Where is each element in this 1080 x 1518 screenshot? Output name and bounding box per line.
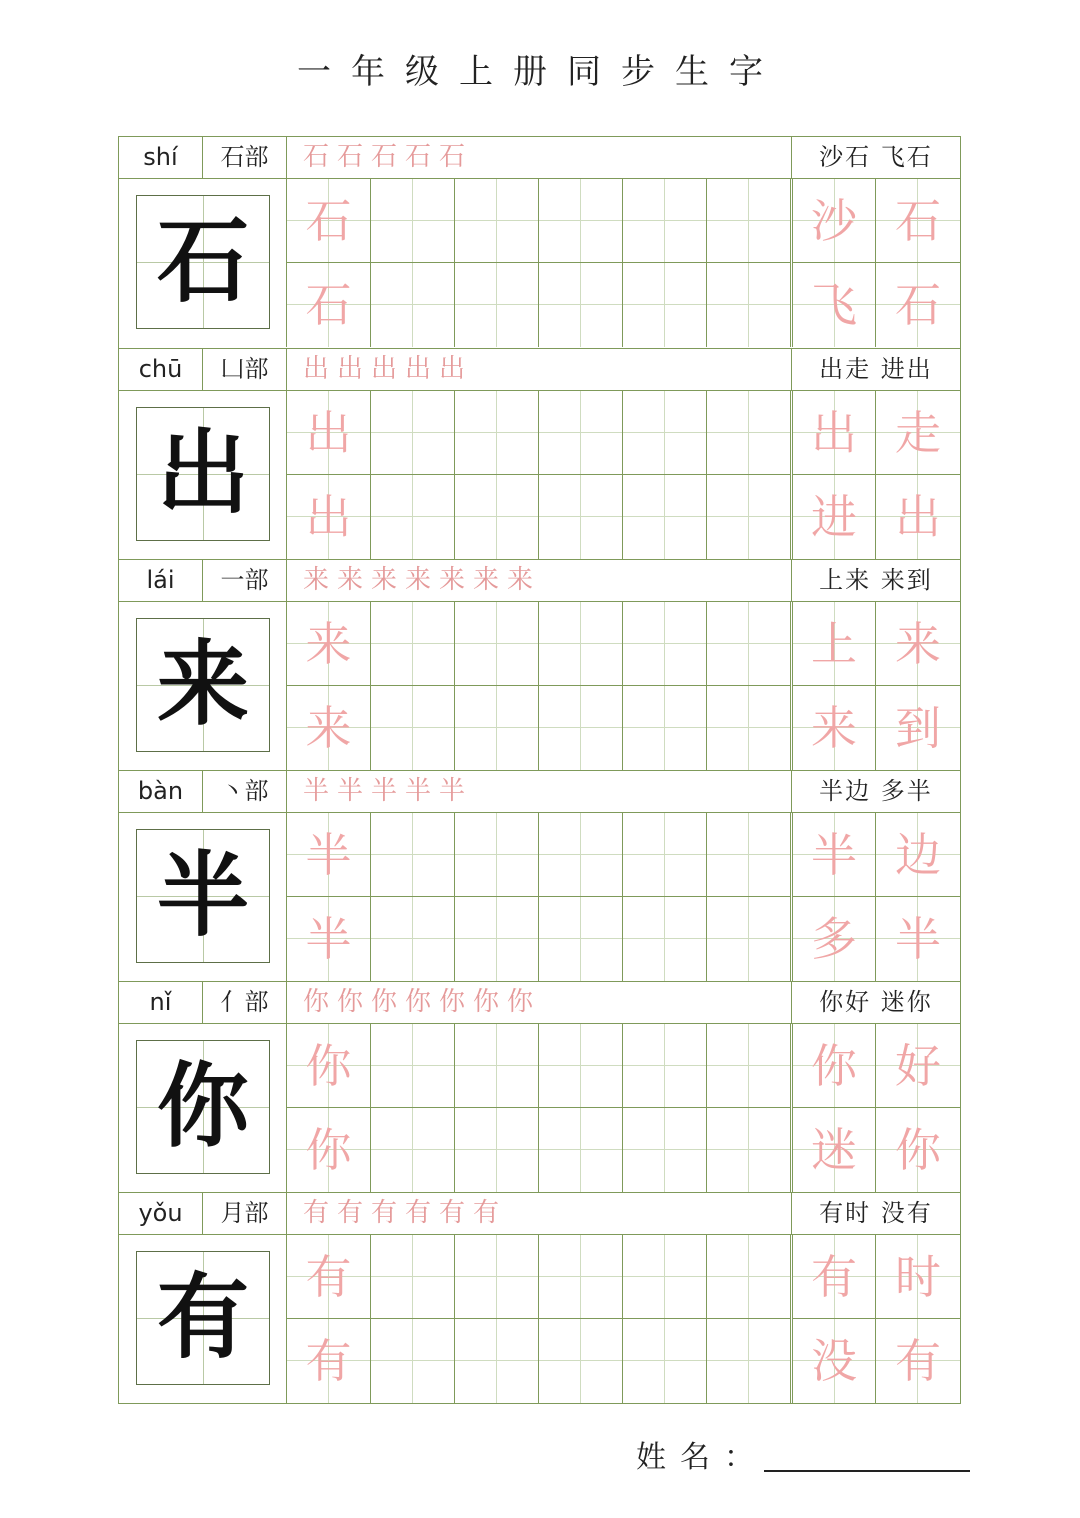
blank-practice-cell[interactable] (623, 813, 707, 897)
word-trace-cell[interactable]: 迷 (792, 1108, 876, 1192)
blank-practice-cell[interactable] (371, 179, 455, 263)
radical-cell: 月部 (203, 1193, 287, 1234)
blank-practice-cell[interactable] (455, 263, 539, 347)
blank-practice-cell[interactable] (623, 391, 707, 475)
blank-practice-cell[interactable] (623, 1108, 707, 1192)
blank-practice-cell[interactable] (707, 391, 791, 475)
blank-practice-cell[interactable] (623, 897, 707, 981)
blank-practice-cell[interactable] (707, 897, 791, 981)
blank-practice-cell[interactable] (371, 1108, 455, 1192)
blank-practice-cell[interactable] (623, 602, 707, 686)
practice-grid[interactable] (287, 1024, 960, 1192)
word-trace-cell[interactable]: 你 (876, 1108, 960, 1192)
tian-grid (136, 618, 270, 752)
model-character-box (119, 602, 287, 770)
word-trace-cell[interactable]: 好 (876, 1024, 960, 1108)
character-block (119, 770, 960, 981)
blank-practice-cell[interactable] (623, 686, 707, 770)
word-trace-cell[interactable]: 多 (792, 897, 876, 981)
blank-practice-cell[interactable] (455, 897, 539, 981)
radical-cell: 石部 (203, 137, 287, 178)
example-words: 有时 没有 (819, 1199, 933, 1227)
blank-practice-cell[interactable] (539, 1235, 623, 1319)
name-underline[interactable] (764, 1470, 970, 1472)
example-words: 出走 进出 (819, 355, 933, 383)
model-character-box (119, 1024, 287, 1192)
word-trace-cell[interactable]: 来 (876, 602, 960, 686)
word-trace-cell[interactable]: 进 (792, 475, 876, 559)
page-title: 一年级上册同步生字 (297, 52, 783, 92)
blank-practice-cell[interactable] (707, 602, 791, 686)
tian-grid (136, 1040, 270, 1174)
trace-cell[interactable]: 半 (287, 897, 371, 981)
word-trace-cell[interactable]: 出 (792, 391, 876, 475)
pinyin-cell (119, 771, 203, 812)
model-character: 石 (156, 207, 249, 315)
blank-practice-cell[interactable] (455, 1319, 539, 1403)
radical-cell: 一部 (203, 560, 287, 601)
word-trace-cell[interactable]: 没 (792, 1319, 876, 1403)
stroke-order: 出出出出出 (287, 349, 792, 390)
blank-practice-cell[interactable] (707, 263, 791, 347)
radical-cell: 凵部 (203, 349, 287, 390)
blank-practice-cell[interactable] (623, 1319, 707, 1403)
practice-grid[interactable] (287, 1235, 960, 1403)
word-trace-cell[interactable]: 半 (876, 897, 960, 981)
tian-grid (136, 195, 270, 329)
example-words: 你好 迷你 (819, 988, 933, 1016)
blank-practice-cell[interactable] (539, 179, 623, 263)
blank-practice-cell[interactable] (455, 686, 539, 770)
blank-practice-cell[interactable] (707, 179, 791, 263)
word-trace-cell[interactable]: 出 (876, 475, 960, 559)
example-words: 半边 多半 (819, 777, 933, 805)
trace-cell[interactable]: 出 (287, 391, 371, 475)
blank-practice-cell[interactable] (539, 1108, 623, 1192)
blank-practice-cell[interactable] (371, 1235, 455, 1319)
word-trace-cell[interactable]: 有 (792, 1235, 876, 1319)
word-trace-cell[interactable]: 上 (792, 602, 876, 686)
model-character: 半 (156, 841, 249, 949)
blank-practice-cell[interactable] (371, 1319, 455, 1403)
practice-grid[interactable] (287, 391, 960, 559)
blank-practice-cell[interactable] (371, 897, 455, 981)
character-block (119, 1192, 960, 1403)
blank-practice-cell[interactable] (539, 263, 623, 347)
stroke-order: 你你你你你你你 (287, 982, 792, 1023)
blank-practice-cell[interactable] (623, 475, 707, 559)
example-words: 沙石 飞石 (819, 143, 933, 171)
word-trace-cell[interactable]: 来 (792, 686, 876, 770)
practice-grid[interactable] (287, 602, 960, 770)
word-trace-cell[interactable]: 沙 (792, 179, 876, 263)
character-header (119, 771, 960, 813)
model-character-box (119, 1235, 287, 1403)
blank-practice-cell[interactable] (707, 1319, 791, 1403)
character-header (119, 1193, 960, 1235)
character-block (119, 981, 960, 1192)
practice-grid[interactable] (287, 813, 960, 981)
character-header (119, 982, 960, 1024)
blank-practice-cell[interactable] (371, 813, 455, 897)
blank-practice-cell[interactable] (623, 1235, 707, 1319)
character-header (119, 137, 960, 179)
word-trace-cell[interactable]: 你 (792, 1024, 876, 1108)
model-character: 你 (156, 1052, 249, 1160)
trace-cell[interactable]: 来 (287, 602, 371, 686)
word-trace-cell[interactable]: 石 (876, 179, 960, 263)
example-words: 上来 来到 (819, 566, 933, 594)
radical-cell: 亻部 (203, 982, 287, 1023)
trace-cell[interactable]: 半 (287, 813, 371, 897)
blank-practice-cell[interactable] (539, 1319, 623, 1403)
pinyin-cell (119, 982, 203, 1023)
blank-practice-cell[interactable] (371, 391, 455, 475)
blank-practice-cell[interactable] (455, 179, 539, 263)
blank-practice-cell[interactable] (371, 1024, 455, 1108)
word-trace-cell[interactable]: 时 (876, 1235, 960, 1319)
model-character: 有 (156, 1263, 249, 1371)
blank-practice-cell[interactable] (707, 1024, 791, 1108)
word-trace-cell[interactable]: 石 (876, 263, 960, 347)
blank-practice-cell[interactable] (707, 475, 791, 559)
word-trace-cell[interactable]: 边 (876, 813, 960, 897)
trace-cell[interactable]: 来 (287, 686, 371, 770)
stroke-order: 石石石石石 (287, 137, 792, 178)
character-block (119, 348, 960, 559)
model-character-box (119, 813, 287, 981)
radical-cell: 丶部 (203, 771, 287, 812)
blank-practice-cell[interactable] (539, 602, 623, 686)
word-trace-cell[interactable]: 到 (876, 686, 960, 770)
blank-practice-cell[interactable] (371, 686, 455, 770)
pinyin-cell (119, 137, 203, 178)
blank-practice-cell[interactable] (623, 263, 707, 347)
blank-practice-cell[interactable] (707, 813, 791, 897)
trace-cell[interactable]: 有 (287, 1235, 371, 1319)
pinyin-text: nǐ (149, 988, 172, 1016)
blank-practice-cell[interactable] (371, 263, 455, 347)
stroke-order: 来来来来来来来 (287, 560, 792, 601)
character-block (119, 559, 960, 770)
pinyin-cell (119, 1193, 203, 1234)
blank-practice-cell[interactable] (371, 475, 455, 559)
blank-practice-cell[interactable] (539, 391, 623, 475)
character-header (119, 560, 960, 602)
model-character: 出 (156, 419, 249, 527)
word-trace-cell[interactable]: 飞 (792, 263, 876, 347)
blank-practice-cell[interactable] (371, 602, 455, 686)
blank-practice-cell[interactable] (623, 1024, 707, 1108)
word-trace-cell[interactable]: 走 (876, 391, 960, 475)
pinyin-cell (119, 560, 203, 601)
tian-grid (136, 829, 270, 963)
blank-practice-cell[interactable] (539, 686, 623, 770)
trace-cell[interactable]: 出 (287, 475, 371, 559)
stroke-order: 半半半半半 (287, 771, 792, 812)
blank-practice-cell[interactable] (623, 179, 707, 263)
pinyin-cell (119, 349, 203, 390)
blank-practice-cell[interactable] (455, 391, 539, 475)
stroke-order: 有有有有有有 (287, 1193, 792, 1234)
blank-practice-cell[interactable] (539, 475, 623, 559)
name-field[interactable] (636, 1432, 976, 1482)
character-block (119, 137, 960, 348)
word-trace-cell[interactable]: 半 (792, 813, 876, 897)
pinyin-text: yǒu (138, 1199, 183, 1227)
blank-practice-cell[interactable] (455, 813, 539, 897)
blank-practice-cell[interactable] (455, 1235, 539, 1319)
blank-practice-cell[interactable] (707, 1108, 791, 1192)
practice-grid[interactable] (287, 179, 960, 347)
model-character-box (119, 391, 287, 559)
blank-practice-cell[interactable] (539, 813, 623, 897)
pinyin-text: lái (146, 566, 175, 594)
pinyin-text: bàn (137, 777, 184, 805)
trace-cell[interactable]: 有 (287, 1319, 371, 1403)
trace-cell[interactable]: 石 (287, 263, 371, 347)
blank-practice-cell[interactable] (455, 475, 539, 559)
trace-cell[interactable]: 石 (287, 179, 371, 263)
blank-practice-cell[interactable] (707, 686, 791, 770)
word-trace-cell[interactable]: 有 (876, 1319, 960, 1403)
blank-practice-cell[interactable] (455, 1024, 539, 1108)
trace-cell[interactable]: 你 (287, 1108, 371, 1192)
model-character: 来 (156, 630, 249, 738)
name-label: 姓名： (636, 1440, 768, 1475)
blank-practice-cell[interactable] (455, 602, 539, 686)
trace-cell[interactable]: 你 (287, 1024, 371, 1108)
model-character-box (119, 179, 287, 347)
practice-sheet (118, 136, 961, 1404)
tian-grid (136, 1251, 270, 1385)
blank-practice-cell[interactable] (539, 897, 623, 981)
tian-grid (136, 407, 270, 541)
character-header (119, 349, 960, 391)
blank-practice-cell[interactable] (707, 1235, 791, 1319)
blank-practice-cell[interactable] (539, 1024, 623, 1108)
pinyin-text: chū (138, 355, 183, 383)
blank-practice-cell[interactable] (455, 1108, 539, 1192)
pinyin-text: shí (143, 143, 178, 171)
